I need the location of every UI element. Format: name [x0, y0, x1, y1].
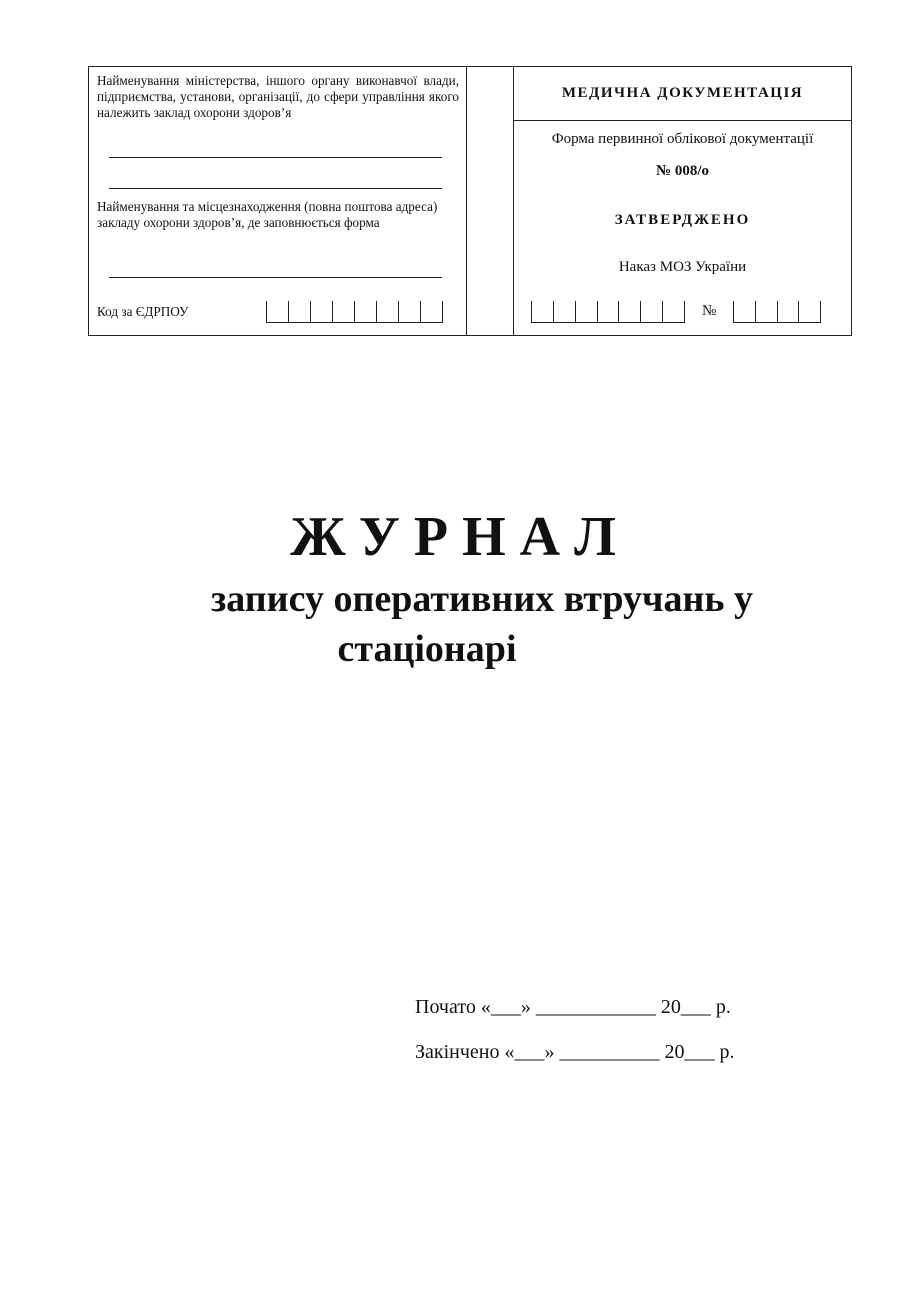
order-number-sign: №	[702, 303, 717, 319]
journal-subtitle-line-1: запису оперативних втручань у	[211, 578, 753, 620]
facility-fill-line[interactable]	[109, 277, 442, 278]
med-doc-title: МЕДИЧНА ДОКУМЕНТАЦІЯ	[514, 67, 851, 121]
form-info-column	[514, 67, 851, 335]
ministry-fill-line-1[interactable]	[109, 157, 442, 158]
ministry-label: Найменування міністерства, іншого органу виконавчої влади, підприємства, установи, організації, до сфери управління якого належить заклад охорони здоров’я	[97, 73, 459, 120]
ministry-fill-line-2[interactable]	[109, 188, 442, 189]
order-number-cells[interactable]	[733, 301, 821, 323]
end-date-line[interactable]: Закінчено «___» __________ 20___ р.	[415, 1041, 735, 1063]
edrpou-code-cells[interactable]	[266, 301, 443, 323]
header-spacer-column	[467, 67, 514, 335]
institution-column	[89, 67, 467, 335]
start-date-line[interactable]: Почато «___» ____________ 20___ р.	[415, 996, 731, 1018]
approved-label: ЗАТВЕРДЖЕНО	[614, 212, 751, 228]
form-number: № 008/о	[656, 163, 709, 179]
order-text: Наказ МОЗ України	[618, 259, 747, 275]
edrpou-label: Код за ЄДРПОУ	[97, 304, 189, 319]
journal-title: ЖУРНАЛ	[290, 506, 630, 568]
journal-subtitle-line-2: стаціонарі	[337, 628, 517, 670]
form-description: Форма первинної облікової документації	[551, 131, 814, 147]
journal-subtitle	[142, 574, 822, 674]
facility-label: Найменування та місцезнаходження (повна поштова адреса) закладу охорони здоров’я, де заповнюється форма	[97, 199, 438, 230]
form-header-box	[88, 66, 852, 336]
order-date-cells[interactable]	[531, 301, 685, 323]
